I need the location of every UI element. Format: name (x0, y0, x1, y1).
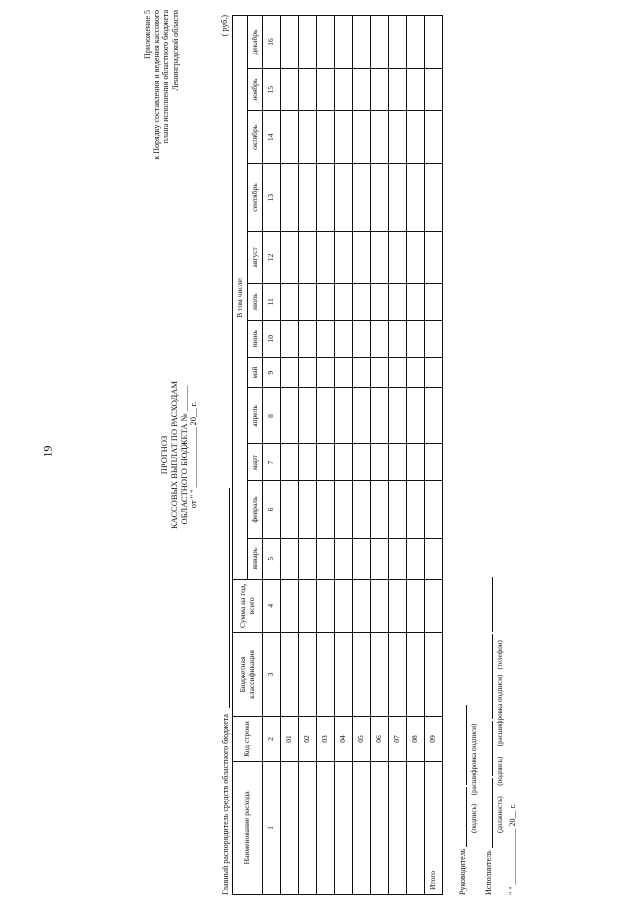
column-number: 13 (263, 164, 281, 232)
row-name: Итого (425, 761, 443, 894)
table-cell (299, 111, 317, 164)
table-cell (353, 388, 371, 444)
table-cell (335, 111, 353, 164)
table-cell (299, 538, 317, 579)
row-name (281, 761, 299, 894)
table-cell (353, 357, 371, 388)
table-cell (317, 357, 335, 388)
appendix-line: к Порядку составления и ведения кассового (152, 10, 162, 160)
table-cell (335, 283, 353, 320)
row-name (389, 761, 407, 894)
signature-line (458, 705, 467, 785)
document-title (160, 5, 199, 905)
table-cell (407, 164, 425, 232)
signature-line (484, 721, 493, 776)
table-cell (317, 16, 335, 69)
table-cell (317, 320, 335, 357)
table-row (353, 16, 371, 895)
table-cell (425, 164, 443, 232)
appendix-line: Ленинградской области (170, 10, 180, 91)
table-cell (299, 320, 317, 357)
month-header: июль (248, 283, 263, 320)
month-header: февраль (248, 481, 263, 538)
header-sum: Сумма на год, всего (233, 579, 263, 632)
table-cell (371, 538, 389, 579)
table-cell (371, 69, 389, 111)
table-cell (335, 579, 353, 632)
table-cell (407, 444, 425, 481)
table-cell (407, 481, 425, 538)
table-cell (407, 388, 425, 444)
table-row (281, 16, 299, 895)
table-cell (299, 579, 317, 632)
table-cell (425, 538, 443, 579)
table-cell (299, 444, 317, 481)
table-cell (353, 283, 371, 320)
row-name (299, 761, 317, 894)
table-cell (299, 69, 317, 111)
table-cell (389, 164, 407, 232)
table-cell (407, 538, 425, 579)
table-cell (353, 481, 371, 538)
row-code: 03 (317, 717, 335, 761)
table-row (299, 16, 317, 895)
table-cell (317, 231, 335, 283)
table-cell (389, 69, 407, 111)
signature-line (484, 778, 493, 848)
table-row (407, 16, 425, 895)
head-signature (458, 705, 467, 895)
table-cell (353, 632, 371, 717)
table-cell (425, 481, 443, 538)
table-cell (317, 444, 335, 481)
row-name (335, 761, 353, 894)
table-cell (335, 16, 353, 69)
month-header: сентябрь (248, 164, 263, 232)
table-cell (335, 388, 353, 444)
table-cell (299, 16, 317, 69)
table-cell (371, 579, 389, 632)
signature-line (458, 787, 467, 847)
executor-captions (496, 640, 504, 833)
title-line: ПРОГНОЗ (159, 435, 169, 475)
table-cell (317, 69, 335, 111)
table-cell (335, 357, 353, 388)
month-header: декабрь (248, 16, 263, 69)
table-cell (299, 481, 317, 538)
column-number: 8 (263, 388, 281, 444)
table-cell (281, 231, 299, 283)
table-cell (389, 481, 407, 538)
unit-label: ( руб.) (220, 15, 229, 37)
table-cell (335, 164, 353, 232)
table-cell (407, 69, 425, 111)
table-cell (299, 357, 317, 388)
title-date: от " " ______________ 20__ г. (188, 401, 199, 509)
column-number: 9 (263, 357, 281, 388)
table-cell (335, 320, 353, 357)
table-cell (281, 111, 299, 164)
table-cell (389, 538, 407, 579)
table-cell (281, 481, 299, 538)
table-cell (335, 538, 353, 579)
column-number: 6 (263, 481, 281, 538)
table-cell (425, 320, 443, 357)
table-cell (317, 579, 335, 632)
table-cell (425, 231, 443, 283)
row-name (371, 761, 389, 894)
appendix-line: плана исполнения областного бюджета (161, 10, 171, 144)
column-number: 11 (263, 283, 281, 320)
table-cell (389, 579, 407, 632)
table-cell (389, 111, 407, 164)
table-cell (281, 283, 299, 320)
table-cell (425, 444, 443, 481)
table-cell (425, 16, 443, 69)
title-line: ОБЛАСТНОГО БЮДЖЕТА № ______ (178, 385, 189, 525)
table-cell (371, 357, 389, 388)
column-number: 3 (263, 632, 281, 717)
table-cell (299, 388, 317, 444)
table-cell (281, 632, 299, 717)
header-code: Код строки (233, 717, 263, 761)
table-cell (425, 111, 443, 164)
table-cell (299, 164, 317, 232)
table-cell (317, 538, 335, 579)
table-cell (407, 632, 425, 717)
header-in-that: В том числе: (233, 16, 248, 580)
executor-signature (484, 577, 493, 895)
main-manager-blank (220, 488, 230, 708)
table-cell (389, 320, 407, 357)
table-row (317, 16, 335, 895)
month-header: май (248, 357, 263, 388)
table-cell (317, 481, 335, 538)
month-header: ноябрь (248, 69, 263, 111)
caption: (подпись) (470, 803, 478, 833)
table-cell (407, 231, 425, 283)
table-cell (407, 283, 425, 320)
table-row (371, 16, 389, 895)
table-cell (425, 69, 443, 111)
head-captions (470, 724, 478, 833)
header-name: Наименование расхода (233, 761, 263, 894)
table-cell (371, 320, 389, 357)
table-cell (353, 579, 371, 632)
column-number: 15 (263, 69, 281, 111)
table-cell (389, 632, 407, 717)
column-number: 10 (263, 320, 281, 357)
table-cell (425, 357, 443, 388)
table-cell (353, 444, 371, 481)
month-header: апрель (248, 388, 263, 444)
column-number: 1 (263, 761, 281, 894)
table-cell (317, 388, 335, 444)
table-cell (281, 16, 299, 69)
table-cell (281, 357, 299, 388)
table-cell (389, 388, 407, 444)
month-header: октябрь (248, 111, 263, 164)
month-header: август (248, 231, 263, 283)
table-cell (407, 579, 425, 632)
signature-line (484, 634, 493, 719)
column-number: 4 (263, 579, 281, 632)
head-label: Руководитель (458, 848, 467, 895)
table-cell (407, 320, 425, 357)
table-cell (425, 388, 443, 444)
table-cell (335, 231, 353, 283)
table-cell (353, 16, 371, 69)
executor-label: Исполнитель (484, 850, 493, 895)
column-number: 14 (263, 111, 281, 164)
table-cell (371, 164, 389, 232)
table-row (389, 16, 407, 895)
row-code: 05 (353, 717, 371, 761)
column-number: 12 (263, 231, 281, 283)
table-cell (371, 632, 389, 717)
table-cell (281, 320, 299, 357)
table-cell (335, 481, 353, 538)
column-number: 7 (263, 444, 281, 481)
table-cell (299, 283, 317, 320)
table-cell (281, 164, 299, 232)
table-cell (317, 632, 335, 717)
title-line: КАССОВЫХ ВЫПЛАТ ПО РАСХОДАМ (168, 380, 179, 530)
caption: (расшифровка подписи) (470, 723, 478, 796)
table-row (335, 16, 353, 895)
table-cell (425, 283, 443, 320)
row-code: 08 (407, 717, 425, 761)
table-cell (389, 283, 407, 320)
table-cell (281, 444, 299, 481)
table-row (425, 16, 443, 895)
row-code: 07 (389, 717, 407, 761)
table-cell (353, 69, 371, 111)
row-code: 06 (371, 717, 389, 761)
row-code: 02 (299, 717, 317, 761)
row-name (317, 761, 335, 894)
table-cell (389, 16, 407, 69)
row-name (353, 761, 371, 894)
header-classification: Бюджетная классификация (233, 632, 263, 717)
signature-date: " " ______________ 20__ г. (508, 804, 517, 895)
table-cell (371, 16, 389, 69)
table-cell (425, 632, 443, 717)
table-cell (281, 579, 299, 632)
table-cell (353, 164, 371, 232)
table-cell (371, 111, 389, 164)
forecast-table (232, 15, 443, 895)
table-cell (425, 579, 443, 632)
table-cell (317, 111, 335, 164)
table-cell (407, 16, 425, 69)
table-cell (317, 283, 335, 320)
caption: (должность) (496, 796, 504, 833)
table-cell (335, 632, 353, 717)
caption: (подпись) (496, 756, 504, 786)
table-cell (353, 231, 371, 283)
table-cell (407, 357, 425, 388)
caption: (телефон) (496, 640, 504, 670)
caption: (расшифровка подписи) (496, 674, 504, 747)
table-cell (407, 111, 425, 164)
month-header: январь (248, 538, 263, 579)
table-cell (389, 444, 407, 481)
row-code: 01 (281, 717, 299, 761)
month-header: март (248, 444, 263, 481)
table-cell (371, 481, 389, 538)
table-cell (281, 388, 299, 444)
column-number: 2 (263, 717, 281, 761)
table-cell (281, 69, 299, 111)
table-cell (353, 320, 371, 357)
table-cell (371, 388, 389, 444)
column-number: 16 (263, 16, 281, 69)
signature-line (484, 577, 493, 632)
table-cell (371, 283, 389, 320)
table-cell (371, 231, 389, 283)
table-cell (335, 444, 353, 481)
table-cell (389, 231, 407, 283)
month-header: июнь (248, 320, 263, 357)
column-number-row (263, 16, 281, 895)
table-cell (299, 231, 317, 283)
table-cell (299, 632, 317, 717)
appendix-line: Приложение 5 (143, 10, 152, 59)
row-name (407, 761, 425, 894)
column-number: 5 (263, 538, 281, 579)
main-manager (220, 488, 230, 895)
table-cell (281, 538, 299, 579)
table-cell (335, 69, 353, 111)
row-code: 09 (425, 717, 443, 761)
table-cell (317, 164, 335, 232)
table-cell (371, 444, 389, 481)
main-manager-label: Главный распорядитель средств областного бюджета (220, 714, 230, 895)
table-cell (389, 357, 407, 388)
table-cell (353, 538, 371, 579)
table-cell (353, 111, 371, 164)
document-body (140, 5, 520, 905)
row-code: 04 (335, 717, 353, 761)
